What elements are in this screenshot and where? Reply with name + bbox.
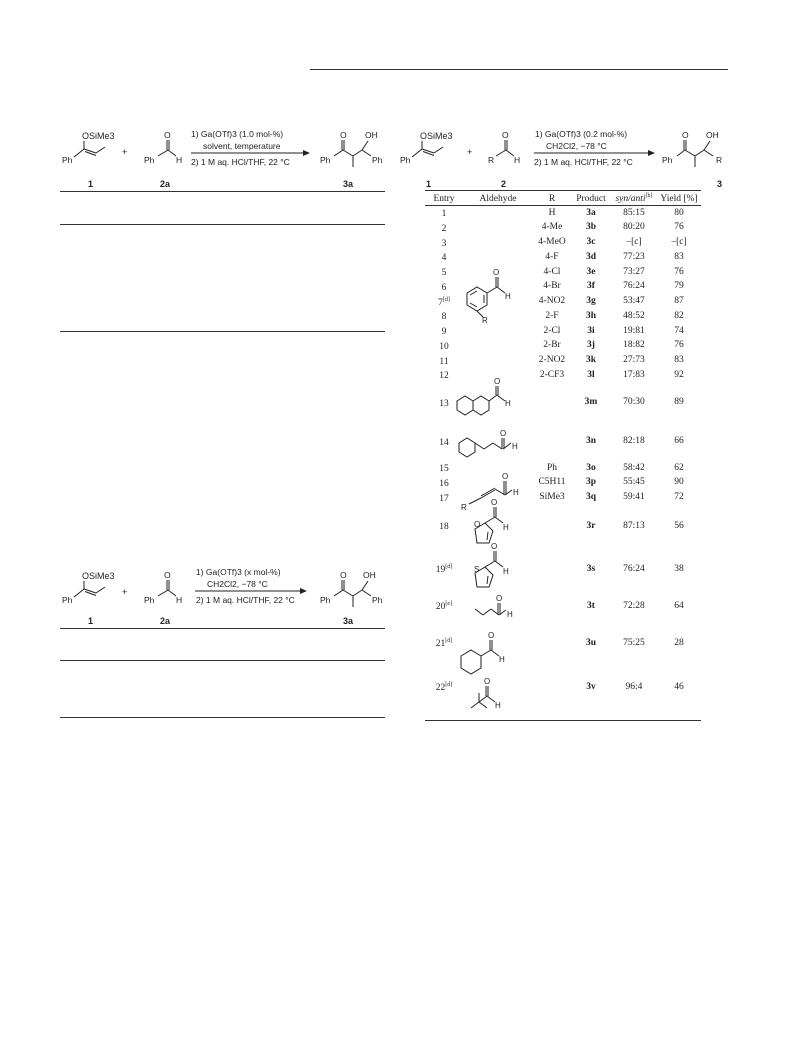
cell-syn-anti: 96:4 [625,681,643,692]
entry-number: 9 [441,327,447,338]
scheme2-ph: Ph [62,595,73,605]
cell-product: 3v [586,681,596,692]
piv-o: O [484,677,491,686]
scheme1-prod-ph-right: Ph [372,155,383,165]
cell-product: 3o [586,462,596,473]
cinn-h: H [512,442,518,451]
cell-yield: 90 [674,477,684,488]
scheme3-label-1: 1 [426,179,432,189]
cell-syn-anti: 82:18 [623,436,645,447]
cell-yield: 72 [674,492,684,503]
cell-syn-anti: 72:28 [623,600,645,611]
cell-syn-anti: 76:24 [623,281,645,292]
cell-product: 3c [586,237,596,248]
cell-product: 3p [585,477,597,488]
scheme2-label-1: 1 [88,616,94,626]
scheme1-ph: Ph [62,155,73,165]
naph-h: H [505,399,511,408]
scheme3-plus: + [467,147,473,157]
cell-product: 3d [585,251,597,262]
cell-syn-anti: 18:82 [623,340,645,351]
table2-header-rule [60,660,385,661]
cell-r: C5H11 [538,477,566,488]
cell-product: 3u [585,637,597,648]
cell-yield: 74 [674,325,684,336]
entry-footnote: [e] [445,601,453,608]
entry-footnote: [d] [445,682,453,689]
naphthaldehyde-structure [457,377,511,415]
scheme3-cond-2: CH2Cl2, −78 °C [546,141,607,151]
reaction-scheme-1 [60,125,390,191]
cell-r: 2-F [545,310,559,321]
entry-number: 10 [439,342,449,353]
alkyne-o: O [502,472,509,481]
scheme3-label-3: 3 [717,179,723,189]
table1-header-rule [60,224,385,225]
piv-h: H [495,701,501,710]
cell-syn-anti: 53:47 [623,296,645,307]
cell-yield: 87 [674,296,684,307]
scheme3-prod-oh: OH [706,130,719,140]
cell-product: 3g [586,296,596,307]
cyclohexanecarbaldehyde-structure [461,631,505,674]
cell-product: 3f [587,281,595,292]
entry-number: 17 [439,493,449,504]
cell-yield: 66 [674,436,684,447]
cell-syn-anti: 85:15 [623,207,645,218]
fur-o: O [491,498,498,507]
entry-number: 1 [441,209,447,220]
cell-r: 4-NO2 [538,296,566,307]
benz-h: H [505,292,511,301]
scheme3-ald-o: O [502,130,509,140]
table2-bottom-rule [60,717,385,718]
table-header-row [425,191,701,206]
entry-number: 20 [435,602,446,613]
cinnamaldehyde-structure [459,429,518,457]
cell-yield: –[c] [671,237,687,248]
cell-r: 2-CF3 [539,369,565,380]
scheme1-label-2a: 2a [160,179,171,189]
scheme1-cond-2: solvent, temperature [203,141,281,151]
cell-syn-anti: 87:13 [623,520,645,531]
cell-yield: 89 [674,397,684,408]
cell-yield: 82 [674,310,684,321]
entry-number: 13 [439,398,449,409]
header-syn-anti [611,191,657,206]
cell-syn-anti: 76:24 [623,563,645,574]
header-rule [310,69,728,70]
header-entry: Entry [425,191,463,206]
cell-yield: 76 [674,222,684,233]
scheme3-prod-o: O [682,130,689,140]
cell-product: 3e [586,266,596,277]
cell-product: 3a [586,207,596,218]
scheme3-ald-r: R [488,155,495,165]
cell-product: 3j [587,340,595,351]
thio-o: O [491,542,498,551]
naph-o: O [494,377,501,386]
cell-yield: 62 [674,462,684,473]
scheme1-prod-ph-left: Ph [320,155,331,165]
thio-h: H [503,567,509,576]
cell-yield: 28 [674,637,684,648]
cell-syn-anti: 59:41 [623,492,645,503]
benz-o: O [493,268,500,277]
cell-yield: 38 [674,563,684,574]
entry-footnote: [d] [445,564,453,571]
scheme2-cond-2: CH2Cl2, −78 °C [207,579,268,589]
cell-r: 4-MeO [538,237,566,248]
header-syn-anti-note: [b] [645,193,653,199]
table3-bottom-rule [425,720,701,721]
cell-product: 3r [586,520,596,531]
scheme2-ald-h: H [176,595,183,605]
scheme2-prod-oh: OH [363,570,376,580]
pivaldehyde-structure [471,677,501,710]
entry-number: 2 [441,224,447,235]
scheme3-prod-ph: Ph [662,155,673,165]
scheme1-prod-oh: OH [365,130,378,140]
cell-product: 3q [585,492,597,503]
alkyne-r: R [461,503,467,512]
scheme1-ald-ph: Ph [144,155,155,165]
scheme3-prod-r: R [716,155,723,165]
scheme2-label-3a: 3a [343,616,354,626]
alkyne-h: H [513,488,519,497]
scheme2-cond-1: 1) Ga(OTf)3 (x mol-%) [196,567,281,577]
table1-top-rule [60,191,385,192]
cyhex-o: O [488,631,495,640]
scheme2-ald-o: O [164,570,171,580]
table1-bottom-rule [60,331,385,332]
header-syn-anti-text: syn/anti [615,194,646,205]
header-r: R [533,191,571,206]
cell-syn-anti: –[c] [626,237,642,248]
cinn-o: O [500,429,507,438]
scheme3-cond-1: 1) Ga(OTf)3 (0.2 mol-%) [535,129,628,139]
cell-r: 2-Cl [543,325,561,336]
cell-yield: 83 [674,251,684,262]
entry-number: 15 [439,464,449,475]
cell-r: H [548,207,556,218]
entry-footnote: [d] [445,638,453,645]
cell-product: 3s [586,563,596,574]
scheme1-plus: + [122,147,128,157]
cell-r: 2-NO2 [538,355,566,366]
scheme3-ald-h: H [514,155,521,165]
cell-yield: 92 [674,369,684,380]
entry-number: 11 [439,356,449,367]
cell-yield: 64 [674,600,684,611]
benzaldehyde-structure [467,268,511,325]
cell-product: 3k [585,355,597,366]
entry-number: 14 [439,437,449,448]
scheme1-osime3: OSiMe3 [82,131,115,141]
cell-syn-anti: 19:81 [623,325,645,336]
cell-yield: 46 [674,681,684,692]
table2-top-rule [60,628,385,629]
alkynal-structure [461,472,519,512]
fur-ring-o: O [474,520,481,529]
cell-r: Ph [546,462,558,473]
cell-yield: 76 [674,340,684,351]
cell-yield: 56 [674,520,684,531]
cell-r: 4-Me [541,222,563,233]
cell-yield: 83 [674,355,684,366]
scheme1-label-1: 1 [88,179,94,189]
benz-r: R [482,316,488,325]
entry-number: 4 [441,253,447,264]
entry-number: 22 [435,683,446,694]
cell-r: SiMe3 [539,492,565,503]
scheme2-ald-ph: Ph [144,595,155,605]
reaction-scheme-3 [400,125,730,191]
reaction-scheme-2 [60,565,390,631]
cell-syn-anti: 27:73 [623,355,645,366]
scheme1-ald-h: H [176,155,183,165]
cell-syn-anti: 48:52 [623,310,645,321]
scheme3-osime3: OSiMe3 [420,131,453,141]
scheme2-plus: + [122,587,128,597]
cell-product: 3l [587,369,595,380]
entry-number: 7 [438,297,443,308]
entry-number: 3 [441,238,447,249]
header-aldehyde: Aldehyde [463,191,533,206]
header-yield: Yield [%] [657,191,701,206]
cell-syn-anti: 17:83 [623,369,645,380]
thiophenecarbaldehyde-structure [474,542,509,587]
cell-product: 3h [585,310,597,321]
entry-number: 19 [435,565,446,576]
cell-yield: 80 [674,207,684,218]
scheme3-label-2: 2 [501,179,507,189]
cell-product: 3t [587,600,595,611]
entry-number: 12 [439,371,449,382]
buta-o: O [496,594,503,603]
scheme2-prod-ph-right: Ph [372,595,383,605]
cell-syn-anti: 77:23 [623,251,645,262]
entry-number: 18 [439,522,449,533]
scheme2-osime3: OSiMe3 [82,571,115,581]
butanal-structure [475,594,513,619]
entry-number: 16 [439,479,449,490]
furfural-structure [474,498,509,543]
cell-product: 3i [587,325,595,336]
scheme3-ph: Ph [400,155,411,165]
entry-number: 6 [441,283,447,294]
cell-syn-anti: 70:30 [623,397,645,408]
entry-number: 8 [441,312,447,323]
cell-r: 4-Br [543,281,561,292]
cell-syn-anti: 73:27 [623,266,645,277]
entry-number: 21 [435,639,446,650]
cell-r: 2-Br [543,340,561,351]
cell-r: 4-F [545,251,559,262]
cell-syn-anti: 55:45 [623,477,645,488]
scheme2-prod-ph-left: Ph [320,595,331,605]
buta-h: H [507,610,513,619]
scheme3-cond-3: 2) 1 M aq. HCl/THF, 22 °C [534,157,633,167]
cell-r: 4-Cl [543,266,561,277]
thio-ring-s: S [474,565,480,574]
cell-syn-anti: 75:25 [623,637,645,648]
fur-h: H [503,523,509,532]
cell-yield: 79 [674,281,684,292]
scheme2-prod-o: O [340,570,347,580]
cell-product: 3n [585,436,597,447]
scheme1-label-3a: 3a [343,179,354,189]
cyhex-h: H [499,655,505,664]
cell-syn-anti: 80:20 [623,222,645,233]
cell-yield: 76 [674,266,684,277]
scheme2-label-2a: 2a [160,616,171,626]
scheme1-cond-1: 1) Ga(OTf)3 (1.0 mol-%) [191,129,284,139]
header-product: Product [571,191,611,206]
cell-product: 3b [585,222,597,233]
cell-product: 3m [584,397,598,408]
cell-syn-anti: 58:42 [623,462,645,473]
scheme1-ald-o: O [164,130,171,140]
scheme2-cond-3: 2) 1 M aq. HCl/THF, 22 °C [196,595,295,605]
aldehyde-structures [455,205,545,720]
scheme1-prod-o: O [340,130,347,140]
entry-footnote: [d] [442,296,450,303]
entry-number: 5 [441,268,447,279]
scheme1-cond-3: 2) 1 M aq. HCl/THF, 22 °C [191,157,290,167]
